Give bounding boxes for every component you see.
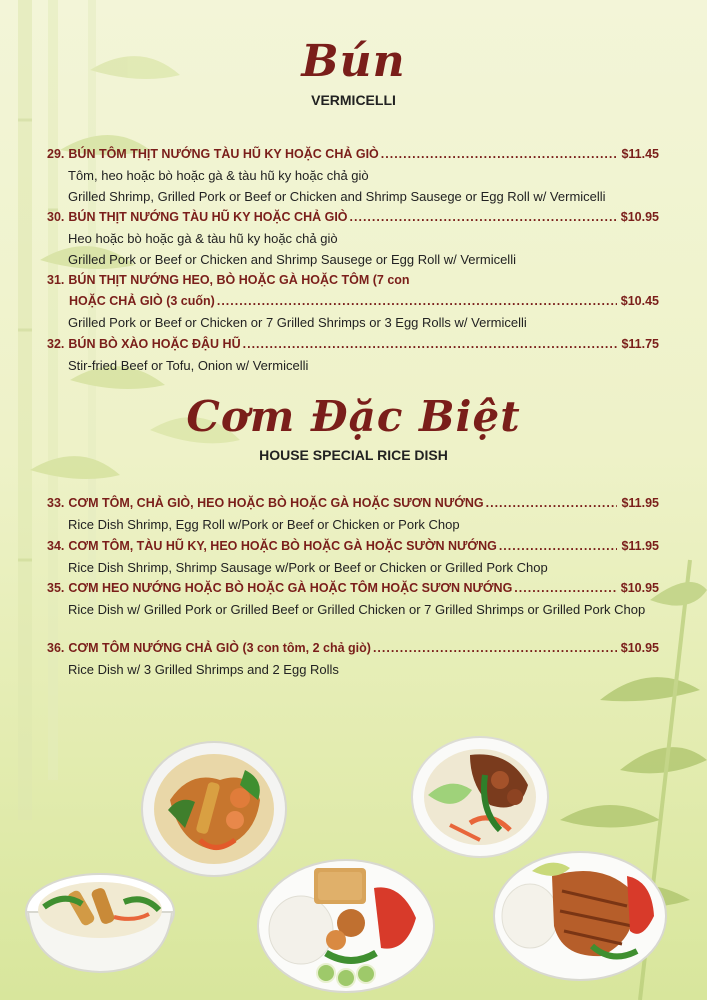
menu-item-32 <box>47 335 659 374</box>
item-description-vi: Heo hoặc bò hoặc gà & tàu hũ ky hoặc chả giò <box>68 231 338 246</box>
menu-item-30 <box>47 208 659 268</box>
menu-item-29 <box>47 145 659 205</box>
item-price: $11.75 <box>621 337 659 351</box>
item-price: $11.95 <box>621 539 659 553</box>
item-description-en: Stir-fried Beef or Tofu, Onion w/ Vermicelli <box>68 358 309 373</box>
item-name: CƠM TÔM, CHẢ GIÒ, HEO HOẶC BÒ HOẶC GÀ HOẶC SƯƠN NƯỚNG <box>68 496 484 510</box>
menu-item-31 <box>47 271 659 331</box>
dot-leader <box>350 208 617 226</box>
dot-leader <box>486 494 618 512</box>
dish-photo-rice-bowl <box>410 735 550 860</box>
dot-leader <box>514 579 616 597</box>
item-price: $10.95 <box>620 581 659 595</box>
item-price: $10.45 <box>620 294 659 308</box>
menu-item-34 <box>47 537 659 576</box>
dot-leader <box>217 292 617 310</box>
item-name: BÚN THỊT NƯỚNG TÀU HŨ KY HOẶC CHẢ GIÒ <box>68 210 348 224</box>
item-description-en: Grilled Pork or Beef or Chicken or 7 Grilled Shrimps or 3 Egg Rolls w/ Vermicelli <box>68 315 527 330</box>
dish-photo-vermicelli-egg-roll <box>24 862 176 976</box>
item-description-en: Rice Dish w/ Grilled Pork or Grilled Beef or Grilled Chicken or 7 Grilled Shrimps or Grilled Pork Chop <box>68 602 646 617</box>
menu-item-33 <box>47 494 659 533</box>
item-number: 34. <box>47 539 65 553</box>
item-name: BÚN TÔM THỊT NƯỚNG TÀU HŨ KY HOẶC CHẢ GIÒ <box>68 147 379 161</box>
item-price: $10.95 <box>620 641 659 655</box>
menu-item-35 <box>47 579 659 618</box>
item-description-en: Rice Dish Shrimp, Egg Roll w/Pork or Beef or Chicken or Pork Chop <box>68 517 460 532</box>
item-name: CƠM TÔM NƯỚNG CHẢ GIÒ (3 con tôm, 2 chả giò) <box>68 641 371 655</box>
item-description-en: Rice Dish w/ 3 Grilled Shrimps and 2 Egg Rolls <box>68 662 339 677</box>
item-number: 29. <box>47 147 65 161</box>
item-number: 36. <box>47 641 65 655</box>
menu-item-header <box>47 208 659 226</box>
menu-item-header-line2 <box>47 292 659 310</box>
item-name: CƠM TÔM, TÀU HŨ KY, HEO HOẶC BÒ HOẶC GÀ HOẶC SƯỜN NƯỚNG <box>68 539 497 553</box>
menu-item-header <box>47 579 659 597</box>
menu-item-header <box>47 335 659 353</box>
item-number: 33. <box>47 496 65 510</box>
section-subtitle-vermicelli: VERMICELLI <box>311 92 396 108</box>
item-price: $10.95 <box>620 210 659 224</box>
menu-item-header <box>47 639 659 657</box>
dot-leader <box>373 639 617 657</box>
menu-item-header <box>47 145 659 163</box>
item-number: 35. <box>47 581 65 595</box>
item-description-vi: Tôm, heo hoặc bò hoặc gà & tàu hũ ky hoặc chả giò <box>68 168 369 183</box>
item-number: 31. <box>47 273 65 287</box>
item-name: BÚN THỊT NƯỚNG HEO, BÒ HOẶC GÀ HOẶC TÔM (7 con <box>68 273 410 287</box>
dot-leader <box>499 537 618 555</box>
item-price: $11.45 <box>621 147 659 161</box>
item-description-en: Rice Dish Shrimp, Shrimp Sausage w/Pork or Beef or Chicken or Grilled Pork Chop <box>68 560 548 575</box>
section-subtitle-house-special: HOUSE SPECIAL RICE DISH <box>259 447 448 463</box>
item-description-en: Grilled Pork or Beef or Chicken and Shrimp Sausege or Egg Roll w/ Vermicelli <box>68 252 516 267</box>
section-title-bun: Bún <box>301 36 406 87</box>
item-name-continued: HOẶC CHẢ GIÒ (3 cuốn) <box>69 294 215 308</box>
item-price: $11.95 <box>621 496 659 510</box>
item-description-en: Grilled Shrimp, Grilled Pork or Beef or Chicken and Shrimp Sausege or Egg Roll w/ Vermicelli <box>68 189 606 204</box>
dish-photo-grilled-pork-plate <box>492 846 668 982</box>
dot-leader <box>381 145 618 163</box>
item-number: 32. <box>47 337 65 351</box>
section-title-com-dac-biet: Cơm Đặc Biệt <box>186 392 521 441</box>
menu-item-header <box>47 537 659 555</box>
item-number: 30. <box>47 210 65 224</box>
item-name: CƠM HEO NƯỚNG HOẶC BÒ HOẶC GÀ HOẶC TÔM HOẶC SƯƠN NƯỚNG <box>68 581 513 595</box>
menu-item-header <box>47 271 659 289</box>
menu-item-36 <box>47 639 659 678</box>
menu-item-header <box>47 494 659 512</box>
item-name: BÚN BÒ XÀO HOẶC ĐẬU HŨ <box>68 337 241 351</box>
dot-leader <box>243 335 618 353</box>
dish-photo-rice-plate-combo <box>256 858 436 994</box>
